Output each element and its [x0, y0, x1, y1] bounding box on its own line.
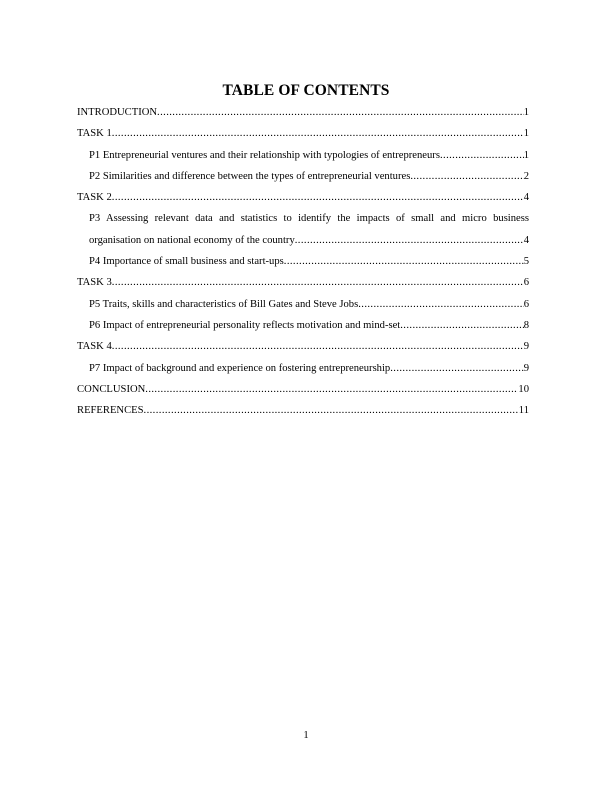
toc-entry-p7[interactable] — [77, 358, 529, 379]
toc-entry-page: 8 — [523, 319, 529, 331]
toc-entry-label: P4 Importance of small business and start-ups — [89, 256, 284, 268]
toc-entry-introduction[interactable] — [77, 102, 529, 123]
toc-entry-task-1[interactable] — [77, 123, 529, 144]
toc-entry-label: P2 Similarities and difference between the types of entrepreneurial ventures — [89, 170, 411, 182]
toc-entry-page: 10 — [518, 383, 529, 395]
toc-entry-label: P7 Impact of background and experience on fostering entrepreneurship — [89, 362, 391, 374]
toc-leader-dots — [112, 272, 524, 293]
toc-leader-dots — [295, 230, 524, 251]
toc-entry-conclusion[interactable] — [77, 379, 529, 400]
toc-entry-page: 1 — [523, 128, 529, 140]
toc-leader-dots — [145, 379, 518, 400]
toc-leader-dots — [144, 400, 519, 421]
toc-entry-task-4[interactable] — [77, 336, 529, 357]
toc-entry-p3-line1[interactable] — [77, 208, 529, 229]
toc-entry-page: 4 — [523, 234, 529, 246]
toc-entry-page: 1 — [523, 149, 529, 161]
toc-entry-label: P3 Assessing relevant data and statistics to identify the impacts of small and micro business — [89, 213, 529, 225]
toc-entry-label: P1 Entrepreneurial ventures and their relationship with typologies of entrepreneurs — [89, 149, 440, 161]
toc-entry-p1[interactable] — [77, 145, 529, 166]
toc-entry-p3-line2[interactable] — [77, 230, 529, 251]
toc-entry-p2[interactable] — [77, 166, 529, 187]
toc-entry-label: REFERENCES — [77, 405, 144, 417]
page-number: 1 — [303, 730, 309, 741]
toc-entry-task-3[interactable] — [77, 272, 529, 293]
toc-entry-page: 4 — [523, 192, 529, 204]
toc-leader-dots — [440, 145, 524, 166]
toc-entry-label: INTRODUCTION — [77, 107, 158, 118]
toc-entry-page: 5 — [523, 256, 529, 268]
toc-leader-dots — [358, 294, 523, 315]
toc-entry-label: TASK 1 — [77, 128, 112, 140]
toc-entry-label: TASK 3 — [77, 277, 112, 289]
toc-entry-p5[interactable] — [77, 294, 529, 315]
toc-title: TABLE OF CONTENTS — [222, 82, 390, 99]
toc-entry-references[interactable] — [77, 400, 529, 421]
toc-entry-page: 9 — [523, 362, 529, 374]
toc-entry-page: 1 — [523, 107, 529, 118]
toc-leader-dots — [112, 187, 524, 208]
toc-leader-dots — [410, 166, 523, 187]
toc-leader-dots — [284, 251, 524, 272]
toc-leader-dots — [157, 102, 524, 123]
toc-leader-dots — [390, 358, 523, 379]
toc-entry-page: 6 — [523, 298, 529, 310]
toc-entry-label: organisation on national economy of the country — [89, 234, 295, 246]
toc-leader-dots — [400, 315, 523, 336]
toc-entry-page: 9 — [523, 341, 529, 353]
toc-entry-page: 11 — [518, 405, 529, 417]
toc-entry-task-2[interactable] — [77, 187, 529, 208]
toc-entry-label: TASK 4 — [77, 341, 112, 353]
toc-entry-p6[interactable] — [77, 315, 529, 336]
toc-entry-label: TASK 2 — [77, 192, 112, 204]
toc-leader-dots — [112, 336, 524, 357]
toc-entry-label: CONCLUSION — [77, 383, 146, 395]
toc-entry-page: 6 — [523, 277, 529, 289]
toc-entry-label: P5 Traits, skills and characteristics of Bill Gates and Steve Jobs — [89, 298, 359, 310]
toc-leader-dots — [112, 123, 524, 144]
table-of-contents — [77, 102, 529, 421]
toc-entry-label: P6 Impact of entrepreneurial personality reflects motivation and mind-set — [89, 319, 401, 331]
toc-entry-p4[interactable] — [77, 251, 529, 272]
toc-entry-page: 2 — [523, 170, 529, 182]
